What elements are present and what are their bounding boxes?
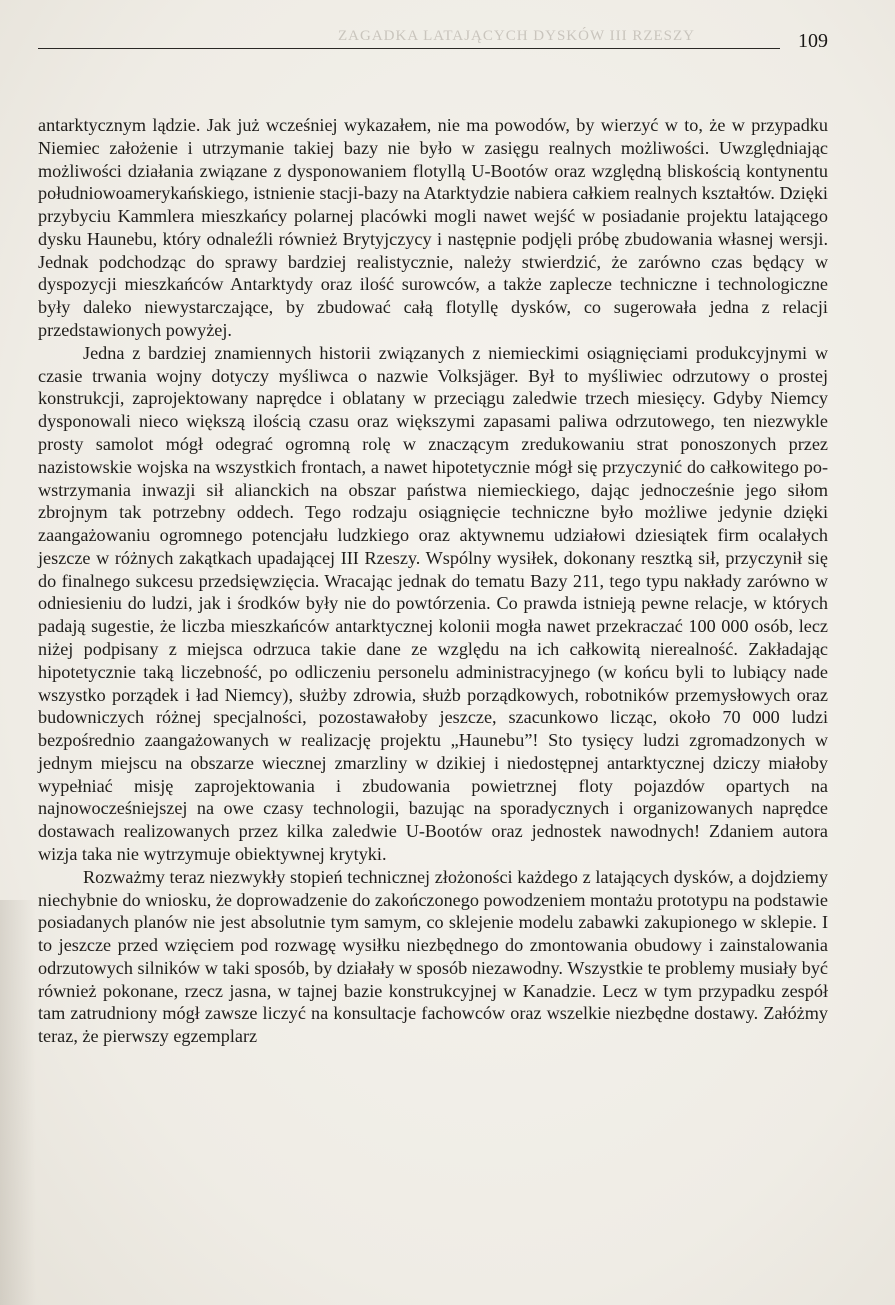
page-header — [38, 28, 828, 54]
page-edge-shadow — [0, 900, 36, 1305]
paragraph-2: Jedna z bardziej znamiennych historii związanych z niemieckimi osiągnięciami produkcyjnymi w czasie trwania wojny dotyczy myśliwca o nazwie Volksjäger. Był to myśliwiec odrzutowy o prostej konstrukcji, zaprojektowany naprędce i oblatany w przeciągu zaledwie trzech miesięcy. Gdyby Niemcy dysponowali nieco większą ilością czasu oraz większymi zapasami paliwa odrzutowego, ten niezwykle prosty samolot mógł odegrać ogromną rolę w znaczącym zredukowaniu strat ponoszonych przez nazistowskie wojska na wszystkich frontach, a nawet hipotetycznie mógł się przyczynić do całkowitego powstrzymania inwazji sił alianckich na obszar państwa niemieckiego, dając jednocześnie jego siłom zbrojnym tak potrzebny oddech. Tego rodzaju osiągnięcie techniczne było możliwe jedynie dzięki zaangażowaniu ogromnego potencjału ludzkiego oraz aktywnemu udziałowi dziesiątek firm ocalałych jeszcze w różnych zakątkach upadającej III Rzeszy. Wspólny wysiłek, dokonany resztką sił, przyczynił się do finalnego sukcesu przedsięwzięcia. Wracając jednak do tematu Bazy 211, tego typu nakłady zarówno w odniesieniu do ludzi, jak i środków były nie do powtórzenia. Co prawda istnieją pewne relacje, w których padają sugestie, że liczba mieszkańców antarktycznej kolonii mogła nawet przekraczać 100 000 osób, lecz niżej podpisany z miejsca odrzuca takie dane ze względu na ich całkowitą nierealność. Zakładając hipotetycznie taką liczebność, po odliczeniu personelu administracyjnego (w końcu byli to lubiący nade wszystko porządek i ład Niemcy), służby zdrowia, służb porządkowych, robotników przemysłowych oraz budowniczych różnej specjalności, pozostawałoby jeszcze, szacunkowo licząc, około 70 000 ludzi bezpośrednio zaangażowanych w realizację projektu „Haunebu”! Sto tysięcy ludzi zgromadzonych w jednym miejscu na obszarze wiecznej zmarzliny w dzikiej i niedostępnej antarktycznej dziczy miałoby wypełniać misję zaprojektowania i zbudowania powietrznej floty pojazdów opartych na najnowocześniejszej na owe czasy technologii, bazując na sporadycznych i organizowanych naprędce dostawach realizowanych przez kilka zaledwie U-Bootów oraz jednostek nawodnych! Zdaniem autora wizja taka nie wytrzymuje obiektywnej krytyki. — [38, 342, 828, 864]
body-text — [38, 114, 828, 1048]
paragraph-3: Rozważmy teraz niezwykły stopień technicznej złożoności każdego z latających dysków, a dojdziemy niechybnie do wniosku, że doprowadzenie do zakończonego powodzeniem montażu prototypu na podstawie posiadanych planów nie jest absolutnie tym samym, co sklejenie modelu zabawki zakupionego w sklepie. I to jeszcze przed wzięciem pod rozwagę wysiłku niezbędnego do zmontowania obudowy i zainstalowania odrzutowych silników w taki sposób, by działały w sposób niezawodny. Wszystkie te problemy musiały być również pokonane, rzecz jasna, w tajnej bazie konstrukcyjnej w Kanadzie. Lecz w tym przypadku zespół tam zatrudniony mógł zawsze liczyć na konsultacje fachowców oraz wszelkie niezbędne dostawy. Załóżmy teraz, że pierwszy egzemplarz — [38, 866, 828, 1047]
page-number: 109 — [798, 30, 828, 52]
header-rule — [38, 48, 780, 49]
paragraph-1: antarktycznym lądzie. Jak już wcześniej wykazałem, nie ma powodów, by wierzyć w to, że w przypadku Niemiec założenie i utrzymanie takiej bazy nie było w zasięgu realnych możliwości. Uwzględniając możliwości działania związane z dysponowaniem flotyllą U-Bootów oraz względną bliskością kontynentu południowoamerykańskiego, istnienie stacji-bazy na Atarktydzie nabiera całkiem realnych kształtów. Dzięki przybyciu Kammlera mieszkańcy polarnej placówki mogli nawet wejść w posiadanie projektu latającego dysku Haunebu, który odnaleźli również Brytyjczycy i następnie podjęli próbę zbudowania własnej wersji. Jednak podchodząc do sprawy bardziej realistycznie, należy stwierdzić, że zarówno czas będący w dyspozycji mieszkańców Antarktydy oraz ilość surowców, a także zaplecze techniczne i technologiczne były daleko niewystarczające, by zbudować całą flotyllę dysków, co sugerowała jedna z relacji przedstawionych powyżej. — [38, 115, 828, 341]
running-head: ZAGADKA LATAJĄCYCH DYSKÓW III RZESZY — [338, 28, 696, 44]
